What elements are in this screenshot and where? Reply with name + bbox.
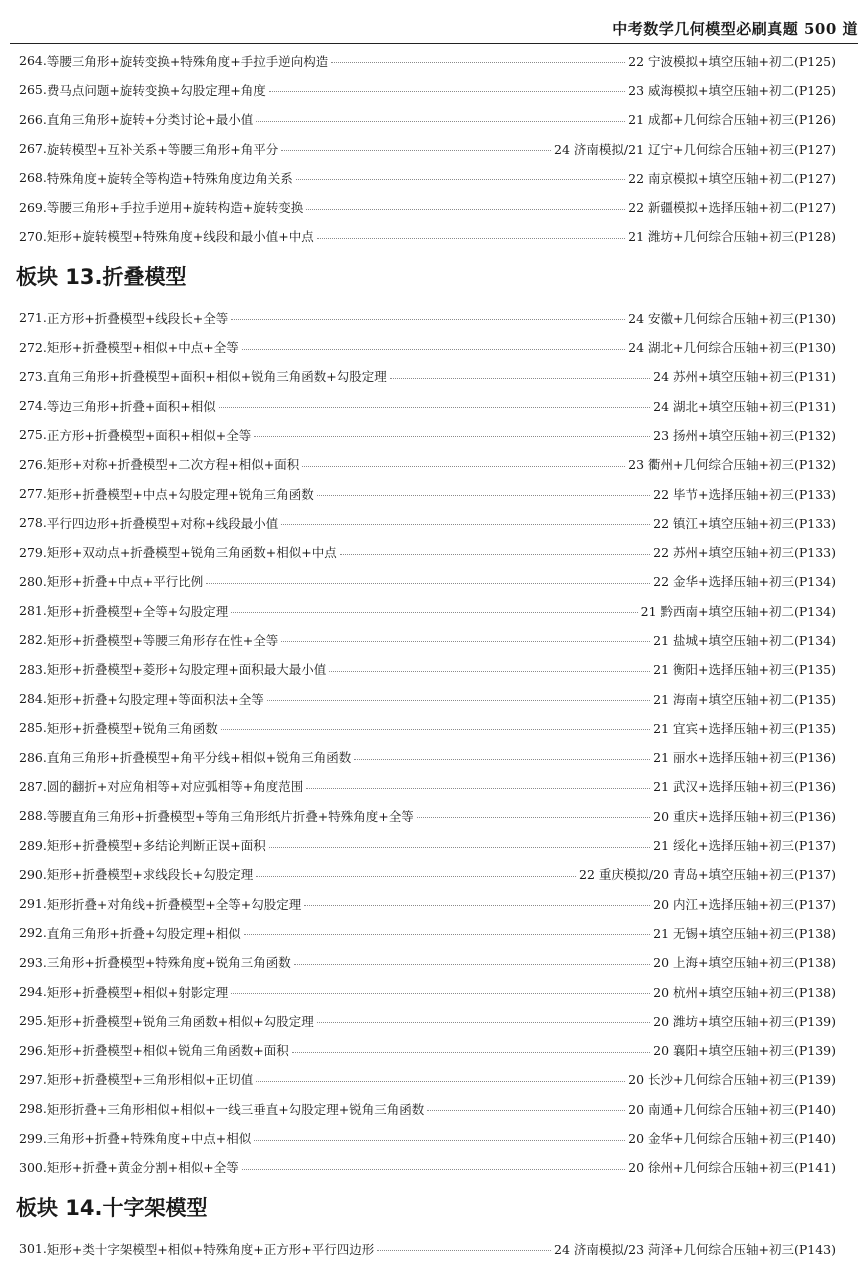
entry-number: 291. — [19, 896, 47, 912]
toc-entry — [0, 1153, 858, 1182]
toc-entry — [0, 362, 858, 391]
entry-topic: 等边三角形+折叠+面积+相似 — [46, 398, 216, 414]
entry-number: 275. — [19, 427, 47, 443]
entry-source: 21 盐城+填空压轴+初二(P134) — [653, 632, 836, 648]
entry-number: 285. — [19, 720, 47, 736]
dot-leader — [219, 407, 650, 408]
dot-leader — [292, 1052, 650, 1053]
entry-number: 300. — [19, 1159, 47, 1175]
toc-entry — [0, 684, 858, 713]
entry-number: 279. — [19, 544, 47, 560]
entry-topic: 矩形+对称+折叠模型+二次方程+相似+面积 — [46, 457, 300, 473]
dot-leader — [304, 905, 650, 906]
toc-entry — [0, 830, 858, 859]
dot-leader — [281, 150, 551, 151]
entry-source: 22 南京模拟+填空压轴+初二(P127) — [628, 170, 836, 186]
toc-entry — [0, 655, 858, 684]
toc-entry — [0, 1234, 858, 1263]
toc-entry — [0, 625, 858, 654]
entry-number: 289. — [19, 837, 47, 853]
toc-entry — [0, 450, 858, 479]
dot-leader — [221, 729, 650, 730]
entry-topic: 矩形+双动点+折叠模型+锐角三角函数+相似+中点 — [46, 545, 337, 561]
dot-leader — [256, 1081, 625, 1082]
entry-source: 22 金华+选择压轴+初三(P134) — [653, 574, 836, 590]
toc-entry — [0, 713, 858, 742]
toc-entry — [0, 46, 858, 75]
entry-source: 24 安徽+几何综合压轴+初三(P130) — [628, 310, 836, 326]
page-header-title: 中考数学几何模型必刷真题 500 道 — [612, 20, 858, 38]
toc-entry — [0, 1094, 858, 1123]
entry-topic: 矩形+折叠模型+三角形相似+正切值 — [46, 1072, 254, 1088]
toc-entry — [0, 391, 858, 420]
entry-number: 286. — [19, 749, 47, 765]
entry-number: 271. — [19, 310, 47, 326]
entry-topic: 矩形+折叠+黄金分割+相似+全等 — [46, 1160, 239, 1176]
entry-number: 281. — [19, 603, 47, 619]
entry-number: 264. — [19, 53, 47, 69]
toc-entry — [0, 772, 858, 801]
entry-topic: 三角形+折叠模型+特殊角度+锐角三角函数 — [46, 955, 291, 971]
dot-leader — [206, 583, 650, 584]
dot-leader — [296, 179, 625, 180]
entry-source: 20 南通+几何综合压轴+初三(P140) — [628, 1101, 836, 1117]
entry-topic: 正方形+折叠模型+面积+相似+全等 — [46, 427, 252, 443]
dot-leader — [256, 876, 576, 877]
entry-source: 20 金华+几何综合压轴+初三(P140) — [628, 1131, 836, 1147]
toc-entry — [0, 303, 858, 332]
entry-source: 23 衢州+几何综合压轴+初三(P132) — [628, 457, 836, 473]
entry-number: 269. — [19, 199, 47, 215]
entry-number: 270. — [19, 228, 47, 244]
entry-number: 297. — [19, 1071, 47, 1087]
entry-source: 20 重庆+选择压轴+初三(P136) — [653, 808, 836, 824]
entry-number: 296. — [19, 1042, 47, 1058]
toc-entry — [0, 163, 858, 192]
entry-source: 21 成都+几何综合压轴+初三(P126) — [628, 112, 836, 128]
entry-topic: 费马点问题+旋转变换+勾股定理+角度 — [46, 82, 266, 98]
entry-topic: 矩形折叠+三角形相似+相似+一线三垂直+勾股定理+锐角三角函数 — [46, 1101, 425, 1117]
entry-source: 23 扬州+填空压轴+初三(P132) — [653, 427, 836, 443]
entry-source: 20 潍坊+填空压轴+初三(P139) — [653, 1013, 836, 1029]
entry-source: 22 宁波模拟+填空压轴+初二(P125) — [628, 53, 836, 69]
entry-source: 21 衡阳+选择压轴+初三(P135) — [653, 662, 836, 678]
entry-topic: 矩形+折叠模型+相似+射影定理 — [46, 984, 229, 1000]
toc-entry — [0, 948, 858, 977]
dot-leader — [331, 62, 625, 63]
entry-number: 265. — [19, 82, 47, 98]
entry-source: 20 上海+填空压轴+初三(P138) — [653, 955, 836, 971]
dot-leader — [244, 934, 650, 935]
entry-source: 22 毕节+选择压轴+初三(P133) — [653, 486, 836, 502]
dot-leader — [231, 612, 637, 613]
entry-number: 272. — [19, 339, 47, 355]
dot-leader — [242, 1169, 625, 1170]
entry-number: 283. — [19, 661, 47, 677]
entry-number: 299. — [19, 1130, 47, 1146]
entry-topic: 直角三角形+折叠+勾股定理+相似 — [46, 925, 241, 941]
entry-source: 22 重庆模拟/20 青岛+填空压轴+初三(P137) — [579, 867, 836, 883]
dot-leader — [329, 671, 650, 672]
entry-source: 22 新疆模拟+选择压轴+初二(P127) — [628, 200, 836, 216]
dot-leader — [269, 847, 650, 848]
entry-source: 22 镇江+填空压轴+初三(P133) — [653, 515, 836, 531]
dot-leader — [256, 121, 625, 122]
entry-topic: 特殊角度+旋转全等构造+特殊角度边角关系 — [46, 170, 293, 186]
entry-number: 298. — [19, 1101, 47, 1117]
entry-topic: 矩形+折叠模型+锐角三角函数+相似+勾股定理 — [46, 1013, 314, 1029]
entry-topic: 圆的翻折+对应角相等+对应弧相等+角度范围 — [46, 779, 304, 795]
entry-topic: 旋转模型+互补关系+等腰三角形+角平分 — [46, 141, 279, 157]
dot-leader — [340, 554, 650, 555]
entry-topic: 直角三角形+折叠模型+角平分线+相似+锐角三角函数 — [46, 750, 352, 766]
entry-number: 288. — [19, 808, 47, 824]
entry-topic: 矩形+折叠模型+相似+中点+全等 — [46, 340, 239, 356]
entry-source: 21 黔西南+填空压轴+初二(P134) — [640, 603, 836, 619]
toc-entry — [0, 222, 858, 251]
dot-leader — [390, 378, 650, 379]
toc-entry — [0, 1123, 858, 1152]
dot-leader — [281, 524, 650, 525]
dot-leader — [317, 1022, 650, 1023]
entry-source: 21 绥化+选择压轴+初三(P137) — [653, 838, 836, 854]
toc-entry — [0, 596, 858, 625]
entry-topic: 平行四边形+折叠模型+对称+线段最小值 — [46, 515, 279, 531]
entry-topic: 矩形+折叠模型+等腰三角形存在性+全等 — [46, 632, 279, 648]
dot-leader — [417, 817, 650, 818]
entry-source: 20 杭州+填空压轴+初三(P138) — [653, 984, 836, 1000]
entry-topic: 矩形+旋转模型+特殊角度+线段和最小值+中点 — [46, 229, 314, 245]
toc-entry — [0, 1036, 858, 1065]
table-of-contents — [0, 46, 858, 1263]
toc-entry — [0, 977, 858, 1006]
entry-number: 278. — [19, 515, 47, 531]
entry-source: 21 无锡+填空压轴+初三(P138) — [653, 925, 836, 941]
dot-leader — [317, 238, 625, 239]
entry-topic: 矩形+折叠模型+多结论判断正误+面积 — [46, 838, 266, 854]
dot-leader — [267, 700, 650, 701]
entry-source: 24 济南模拟/23 菏泽+几何综合压轴+初三(P143) — [554, 1241, 836, 1257]
toc-entry — [0, 743, 858, 772]
dot-leader — [317, 495, 650, 496]
dot-leader — [306, 209, 625, 210]
entry-number: 276. — [19, 456, 47, 472]
entry-topic: 矩形+折叠+勾股定理+等面积法+全等 — [46, 691, 264, 707]
entry-topic: 三角形+折叠+特殊角度+中点+相似 — [46, 1131, 252, 1147]
entry-number: 293. — [19, 954, 47, 970]
entry-topic: 直角三角形+折叠模型+面积+相似+锐角三角函数+勾股定理 — [46, 369, 387, 385]
entry-number: 287. — [19, 778, 47, 794]
entry-source: 24 苏州+填空压轴+初三(P131) — [653, 369, 836, 385]
entry-topic: 正方形+折叠模型+线段长+全等 — [46, 310, 229, 326]
entry-topic: 矩形+折叠+中点+平行比例 — [46, 574, 204, 590]
entry-source: 20 徐州+几何综合压轴+初三(P141) — [628, 1160, 836, 1176]
toc-entry — [0, 479, 858, 508]
entry-topic: 矩形+折叠模型+全等+勾股定理 — [46, 603, 229, 619]
entry-number: 267. — [19, 141, 47, 157]
entry-source: 20 内江+选择压轴+初三(P137) — [653, 896, 836, 912]
entry-topic: 矩形+折叠模型+中点+勾股定理+锐角三角函数 — [46, 486, 314, 502]
entry-source: 24 济南模拟/21 辽宁+几何综合压轴+初三(P127) — [554, 141, 836, 157]
toc-entry — [0, 75, 858, 104]
toc-entry — [0, 508, 858, 537]
entry-number: 273. — [19, 368, 47, 384]
entry-source: 20 襄阳+填空压轴+初三(P139) — [653, 1043, 836, 1059]
entry-source: 23 威海模拟+填空压轴+初二(P125) — [628, 82, 836, 98]
entry-number: 280. — [19, 573, 47, 589]
toc-entry — [0, 801, 858, 830]
entry-number: 294. — [19, 984, 47, 1000]
dot-leader — [281, 641, 650, 642]
entry-topic: 矩形+折叠模型+相似+锐角三角函数+面积 — [46, 1043, 289, 1059]
header-divider — [10, 43, 858, 44]
entry-topic: 直角三角形+旋转+分类讨论+最小值 — [46, 112, 254, 128]
entry-source: 21 潍坊+几何综合压轴+初三(P128) — [628, 229, 836, 245]
entry-number: 301. — [19, 1241, 47, 1257]
section-title: 板块 14.十字架模型 — [16, 1195, 208, 1220]
entry-number: 292. — [19, 925, 47, 941]
entry-topic: 矩形+折叠模型+锐角三角函数 — [46, 720, 218, 736]
dot-leader — [306, 788, 650, 789]
entry-number: 268. — [19, 170, 47, 186]
dot-leader — [231, 993, 650, 994]
entry-number: 284. — [19, 691, 47, 707]
entry-source: 21 丽水+选择压轴+初三(P136) — [653, 750, 836, 766]
entry-source: 24 湖北+几何综合压轴+初三(P130) — [628, 340, 836, 356]
toc-entry — [0, 420, 858, 449]
toc-entry — [0, 332, 858, 361]
toc-entry — [0, 192, 858, 221]
entry-topic: 等腰直角三角形+折叠模型+等角三角形纸片折叠+特殊角度+全等 — [46, 808, 414, 824]
entry-number: 290. — [19, 866, 47, 882]
entry-topic: 矩形折叠+对角线+折叠模型+全等+勾股定理 — [46, 896, 302, 912]
toc-entry — [0, 134, 858, 163]
entry-number: 295. — [19, 1013, 47, 1029]
entry-number: 282. — [19, 632, 47, 648]
entry-topic: 矩形+类十字架模型+相似+特殊角度+正方形+平行四边形 — [46, 1241, 375, 1257]
entry-number: 274. — [19, 398, 47, 414]
toc-entry — [0, 105, 858, 134]
dot-leader — [231, 319, 625, 320]
entry-source: 21 宜宾+选择压轴+初三(P135) — [653, 720, 836, 736]
entry-source: 22 苏州+填空压轴+初三(P133) — [653, 545, 836, 561]
toc-entry — [0, 1065, 858, 1094]
dot-leader — [269, 91, 625, 92]
dot-leader — [354, 759, 650, 760]
dot-leader — [242, 349, 625, 350]
dot-leader — [254, 1140, 625, 1141]
entry-source: 20 长沙+几何综合压轴+初三(P139) — [628, 1072, 836, 1088]
dot-leader — [294, 964, 650, 965]
entry-number: 277. — [19, 486, 47, 501]
entry-source: 21 海南+填空压轴+初二(P135) — [653, 691, 836, 707]
entry-topic: 等腰三角形+旋转变换+特殊角度+手拉手逆向构造 — [46, 53, 329, 69]
dot-leader — [302, 466, 625, 467]
entry-source: 21 武汉+选择压轴+初三(P136) — [653, 779, 836, 795]
entry-topic: 矩形+折叠模型+求线段长+勾股定理 — [46, 867, 254, 883]
dot-leader — [427, 1110, 625, 1111]
entry-source: 24 湖北+填空压轴+初三(P131) — [653, 398, 836, 414]
section-title: 板块 13.折叠模型 — [16, 265, 187, 290]
toc-entry — [0, 860, 858, 889]
entry-topic: 矩形+折叠模型+菱形+勾股定理+面积最大最小值 — [46, 662, 327, 678]
toc-entry — [0, 537, 858, 566]
toc-entry — [0, 918, 858, 947]
toc-entry — [0, 567, 858, 596]
entry-number: 266. — [19, 111, 47, 127]
entry-topic: 等腰三角形+手拉手逆用+旋转构造+旋转变换 — [46, 200, 304, 216]
toc-entry — [0, 1006, 858, 1035]
dot-leader — [377, 1250, 551, 1251]
toc-entry — [0, 889, 858, 918]
dot-leader — [254, 436, 650, 437]
